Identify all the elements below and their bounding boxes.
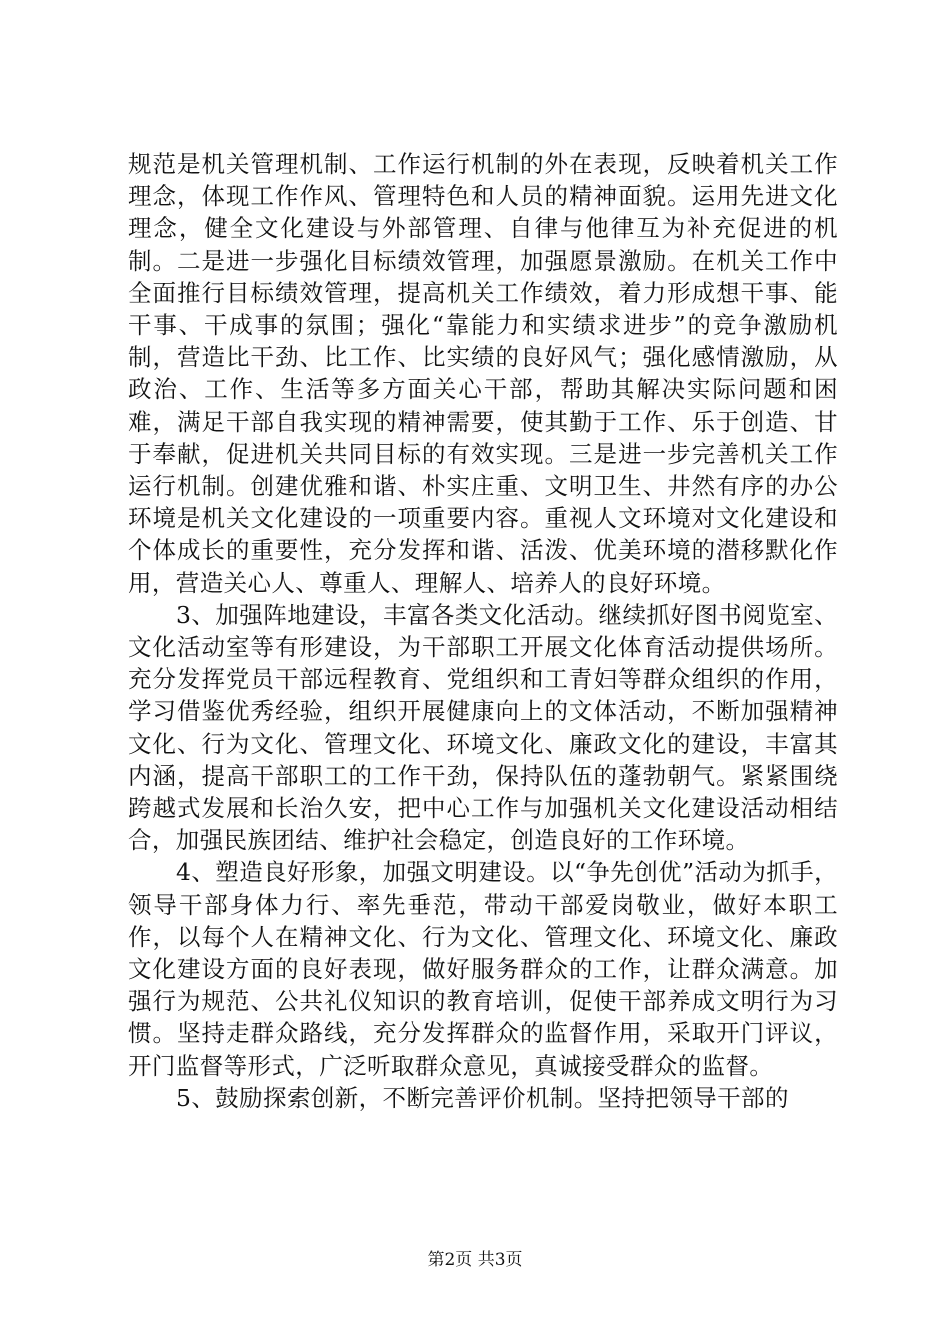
paragraph-item-4: 4、塑造良好形象，加强文明建设。以“争先创优”活动为抓手，领导干部身体力行、率先垂范，带动干部爱岗敬业，做好本职工作，以每个人在精神文化、行为文化、管理文化、环境文化、廉政文化建设方面的良好表现，做好服务群众的工作，让群众满意。加强行为规范、公共礼仪知识的教育培训，促使干部养成文明行为习惯。坚持走群众路线，充分发挥群众的监督作用，采取开门评议，开门监督等形式，广泛听取群众意见，真诚接受群众的监督。 (128, 858, 838, 1080)
page-footer: 第2页 共3页 (427, 1250, 523, 1270)
paragraph-continued: 规范是机关管理机制、工作运行机制的外在表现，反映着机关工作理念，体现工作作风、管理特色和人员的精神面貌。运用先进文化理念，健全文化建设与外部管理、自律与他律互为补充促进的机制。二是进一步强化目标绩效管理，加强愿景激励。在机关工作中全面推行目标绩效管理，提高机关工作绩效，着力形成想干事、能干事、干成事的氛围；强化“靠能力和实绩求进步”的竞争激励机制，营造比干劲、比工作、比实绩的良好风气；强化感情激励，从政治、工作、生活等多方面关心干部，帮助其解决实际问题和困难，满足干部自我实现的精神需要，使其勤于工作、乐于创造、甘于奉献，促进机关共同目标的有效实现。三是进一步完善机关工作运行机制。创建优雅和谐、朴实庄重、文明卫生、井然有序的办公环境是机关文化建设的一项重要内容。重视人文环境对文化建设和个体成长的重要性，充分发挥和谐、活泼、优美环境的潜移默化作用，营造关心人、尊重人、理解人、培养人的良好环境。 (128, 150, 838, 597)
paragraph-item-3: 3、加强阵地建设，丰富各类文化活动。继续抓好图书阅览室、文化活动室等有形建设，为干部职工开展文化体育活动提供场所。充分发挥党员干部远程教育、党组织和工青妇等群众组织的作用，学习借鉴优秀经验，组织开展健康向上的文体活动，不断加强精神文化、行为文化、管理文化、环境文化、廉政文化的建设，丰富其内涵，提高干部职工的工作干劲，保持队伍的蓬勃朝气。紧紧围绕跨越式发展和长治久安，把中心工作与加强机关文化建设活动相结合，加强民族团结、维护社会稳定，创造良好的工作环境。 (128, 600, 838, 855)
document-body (128, 148, 838, 1114)
paragraph-item-5: 5、鼓励探索创新，不断完善评价机制。坚持把领导干部的 (176, 1083, 789, 1112)
